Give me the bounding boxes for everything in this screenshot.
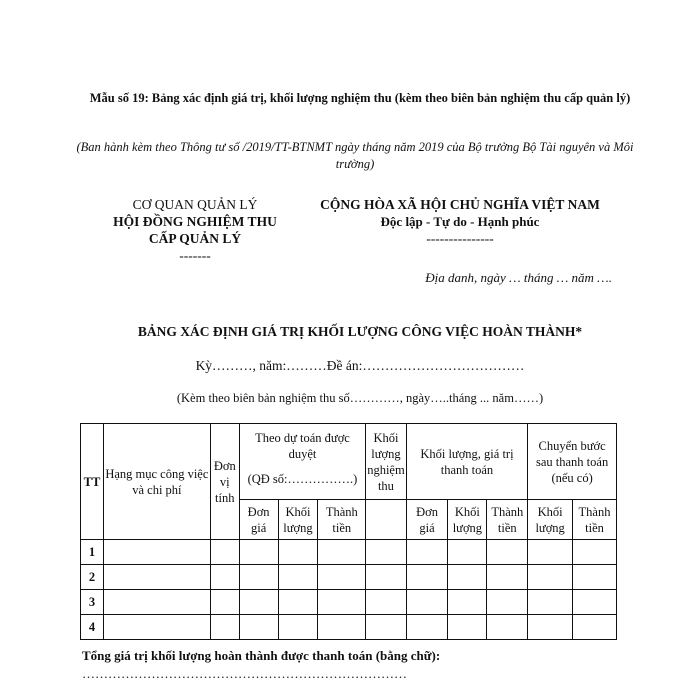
cell bbox=[448, 565, 487, 590]
cell bbox=[448, 540, 487, 565]
row-number: 1 bbox=[81, 540, 104, 565]
cell bbox=[210, 540, 239, 565]
council-level: CẤP QUẢN LÝ bbox=[148, 231, 242, 246]
header-accepted: Khối lượng nghiệm thu bbox=[366, 424, 407, 500]
cell bbox=[239, 565, 278, 590]
country-name: CỘNG HÒA XÃ HỘI CHỦ NGHĨA VIỆT NAM bbox=[320, 197, 600, 212]
cell bbox=[487, 590, 528, 615]
cell bbox=[103, 540, 210, 565]
cell bbox=[278, 565, 318, 590]
period-line: Kỳ………, năm:………Đề án:……………………………… bbox=[195, 358, 525, 373]
cell bbox=[103, 590, 210, 615]
sub-estimate-amount: Thành tiền bbox=[318, 500, 366, 540]
cell bbox=[366, 590, 407, 615]
cell bbox=[318, 565, 366, 590]
form-title: Mẫu số 19: Bảng xác định giá trị, khối lượng nghiệm thu (kèm theo biên bản nghiệm thu cấp quản lý) bbox=[89, 91, 631, 105]
issued-note: (Ban hành kèm theo Thông tư số /2019/TT-BTNMT ngày tháng năm 2019 của Bộ trưởng Bộ Tài nguyên và Môi trường) bbox=[76, 140, 634, 171]
sub-carry-volume: Khối lượng bbox=[528, 500, 573, 540]
motto-rule: --------------- bbox=[426, 231, 494, 246]
header-tt: TT bbox=[81, 424, 104, 540]
cell bbox=[239, 540, 278, 565]
cell bbox=[210, 590, 239, 615]
row-number: 3 bbox=[81, 590, 104, 615]
cell bbox=[278, 615, 318, 640]
sub-accepted-blank bbox=[366, 500, 407, 540]
cell bbox=[318, 615, 366, 640]
cell bbox=[239, 590, 278, 615]
attachment-line: (Kèm theo biên bản nghiệm thu số…………, ngày…..tháng ... năm……) bbox=[176, 391, 544, 405]
cell bbox=[487, 540, 528, 565]
council-name: HỘI ĐỒNG NGHIỆM THU bbox=[113, 214, 277, 229]
table-row bbox=[81, 615, 617, 640]
header-estimate bbox=[239, 424, 365, 500]
cell bbox=[528, 615, 573, 640]
sub-carry-amount: Thành tiền bbox=[573, 500, 617, 540]
national-motto: Độc lập - Tự do - Hạnh phúc bbox=[380, 214, 540, 229]
cell bbox=[487, 565, 528, 590]
table-header-row bbox=[81, 424, 617, 500]
main-title: BẢNG XÁC ĐỊNH GIÁ TRỊ KHỐI LƯỢNG CÔNG VIỆC HOÀN THÀNH* bbox=[137, 324, 583, 339]
sub-paid-amount: Thành tiền bbox=[487, 500, 528, 540]
cell bbox=[406, 590, 448, 615]
header-paid: Khối lượng, giá trị thanh toán bbox=[406, 424, 528, 500]
cell bbox=[318, 540, 366, 565]
sub-estimate-unit-price: Đơn giá bbox=[239, 500, 278, 540]
cell bbox=[573, 565, 617, 590]
sub-paid-unit-price: Đơn giá bbox=[406, 500, 448, 540]
value-table bbox=[80, 423, 617, 640]
header-estimate-decision: (QĐ số:…………….) bbox=[247, 472, 358, 486]
cell bbox=[573, 540, 617, 565]
place-date: Địa danh, ngày … tháng … năm …. bbox=[425, 270, 612, 285]
cell bbox=[573, 590, 617, 615]
cell bbox=[528, 565, 573, 590]
cell bbox=[278, 540, 318, 565]
table-row bbox=[81, 565, 617, 590]
sub-paid-volume: Khối lượng bbox=[448, 500, 487, 540]
cell bbox=[210, 565, 239, 590]
table-row bbox=[81, 590, 617, 615]
cell bbox=[103, 615, 210, 640]
cell bbox=[278, 590, 318, 615]
total-value-dots: ………………………………………………………………… bbox=[82, 666, 407, 681]
sub-estimate-volume: Khối lượng bbox=[278, 500, 318, 540]
cell bbox=[528, 540, 573, 565]
cell bbox=[366, 615, 407, 640]
header-unit: Đơn vị tính bbox=[210, 424, 239, 540]
agency-name: CƠ QUAN QUẢN LÝ bbox=[132, 197, 258, 212]
cell bbox=[573, 615, 617, 640]
cell bbox=[366, 540, 407, 565]
cell bbox=[406, 540, 448, 565]
cell bbox=[448, 590, 487, 615]
row-number: 2 bbox=[81, 565, 104, 590]
cell bbox=[366, 565, 407, 590]
cell bbox=[318, 590, 366, 615]
cell bbox=[406, 615, 448, 640]
agency-rule: ------- bbox=[179, 248, 211, 263]
header-carry: Chuyển bước sau thanh toán (nếu có) bbox=[528, 424, 617, 500]
header-estimate-label: Theo dự toán được duyệt bbox=[255, 431, 350, 461]
cell bbox=[103, 565, 210, 590]
table-row bbox=[81, 540, 617, 565]
cell bbox=[239, 615, 278, 640]
cell bbox=[487, 615, 528, 640]
header-item: Hạng mục công việc và chi phí bbox=[103, 424, 210, 540]
cell bbox=[528, 590, 573, 615]
row-number: 4 bbox=[81, 615, 104, 640]
total-value-label: Tổng giá trị khối lượng hoàn thành được thanh toán (bằng chữ): bbox=[82, 648, 441, 663]
national-header bbox=[285, 196, 635, 247]
cell bbox=[406, 565, 448, 590]
cell bbox=[210, 615, 239, 640]
agency-header bbox=[80, 196, 310, 264]
cell bbox=[448, 615, 487, 640]
